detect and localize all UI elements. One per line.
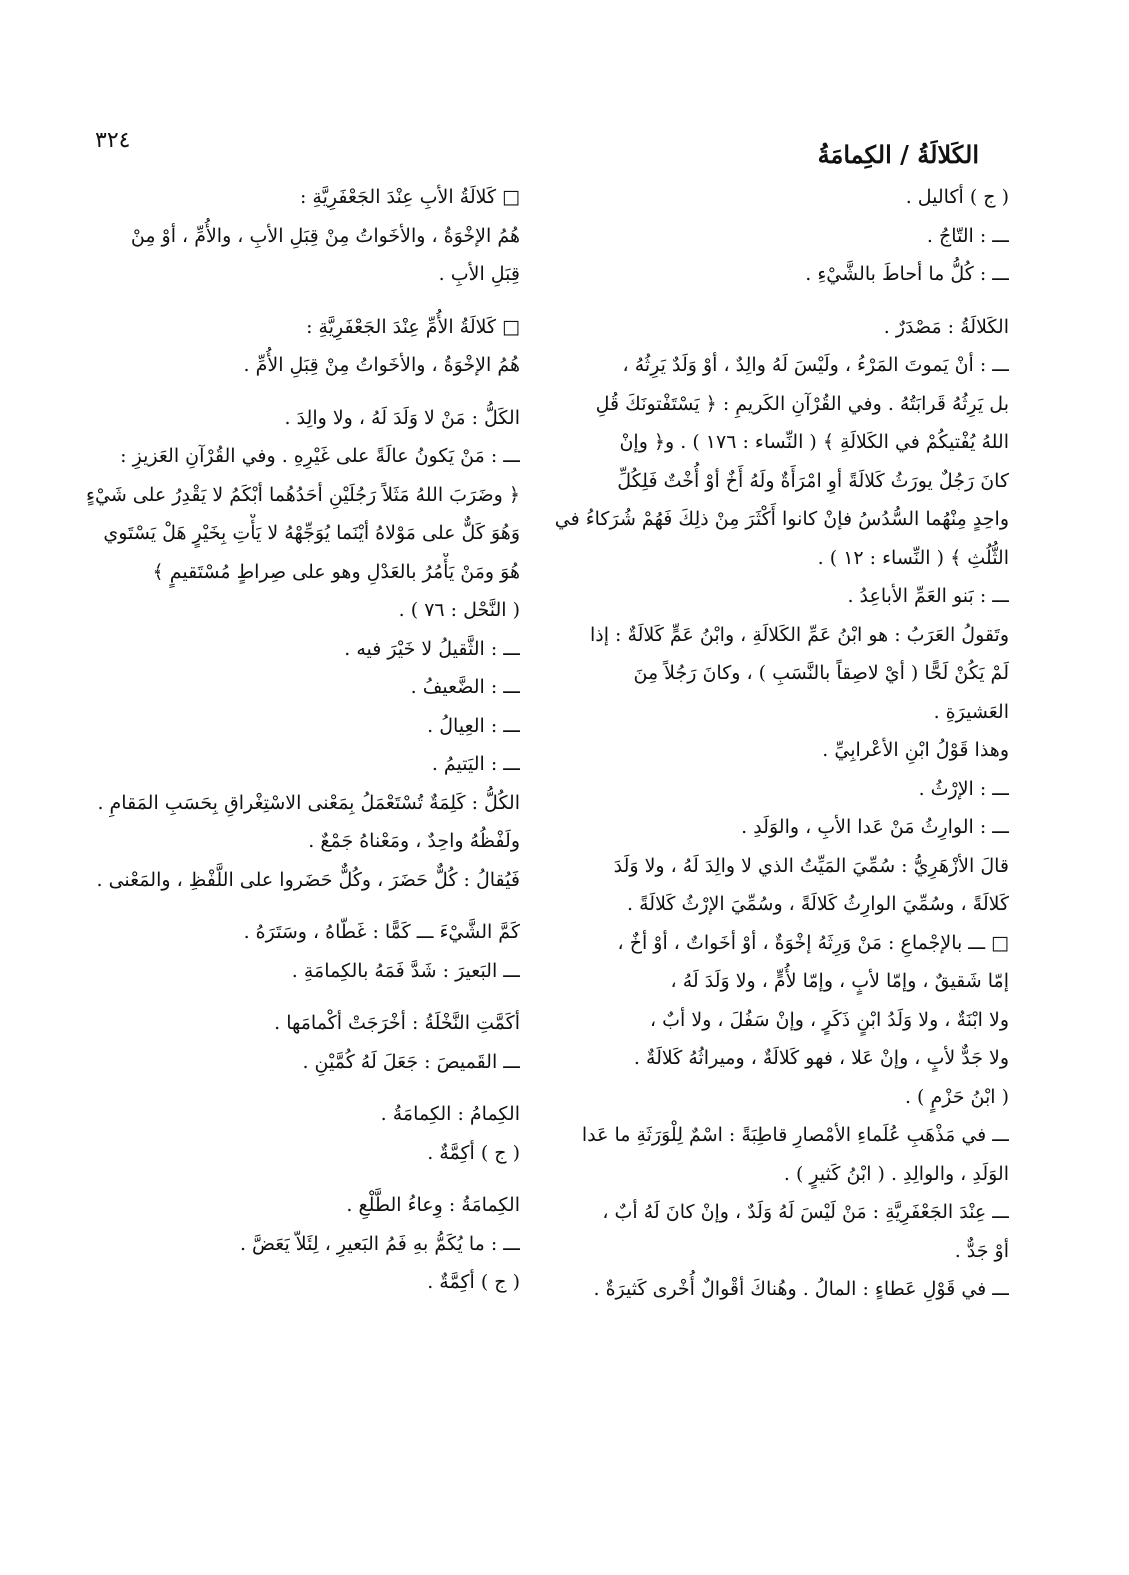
text-line: واحِدٍ مِنْهُما السُّدُسُ فإنْ كانوا أَكْثَرَ مِنْ ذلِكَ فَهُمْ شُرَكاءُ في bbox=[554, 508, 1009, 530]
text-line: قالَ الأزْهَرِيُّ : سُمِّيَ المَيِّتُ الذي لا والِدَ لَهُ ، ولا وَلَدَ bbox=[613, 854, 1009, 877]
entry-gap bbox=[554, 294, 1009, 308]
text-line: كَلالَةً ، وسُمِّيَ الوارِثُ كَلالَةً ، وسُمِّيَ الإرْثُ كَلالَةً . bbox=[627, 893, 1009, 915]
text-line: الكَلُّ : مَنْ لا وَلَدَ لَهُ ، ولا والِدَ . bbox=[284, 406, 520, 429]
text-line: ـــ البَعيرَ : شَدَّ فَمَهُ بالكِمامَةِ . bbox=[291, 959, 520, 982]
text-line: الكِمامُ : الكِمامَةُ . bbox=[380, 1103, 520, 1125]
text-line: ـــ القَميصَ : جَعَلَ لَهُ كُمَّيْنِ . bbox=[302, 1050, 520, 1073]
text-line: ـــ : التّاجُ . bbox=[926, 224, 1009, 247]
text-line: اللهُ يُفْتيكُمْ في الكَلالَةِ ﴾ ( النِّساء : ١٧٦ ) . و﴿ وإنْ bbox=[619, 431, 1009, 453]
left-column bbox=[62, 178, 520, 1302]
text-line: ـــ : الوارِثُ مَنْ عَدا الأبِ ، والوَلَدِ . bbox=[741, 816, 1009, 838]
text-line: الكُلُّ : كَلِمَةٌ تُسْتَعْمَلُ بِمَعْنى الاسْتِغْراقِ بِحَسَبِ المَقامِ . bbox=[97, 791, 520, 814]
text-line: ﴿ وضَرَبَ اللهُ مَثَلاً رَجُلَيْنِ أحَدُهُما أبْكَمُ لا يَقْدِرُ على شَيْءٍ bbox=[86, 483, 520, 506]
text-line: ـــ : الثَّقيلُ لا خَيْرَ فيه . bbox=[344, 637, 520, 660]
text-line: العَشيرَةِ . bbox=[933, 700, 1009, 723]
text-line: ـــ : أنْ يَموتَ المَرْءُ ، ولَيْسَ لَهُ والِدٌ ، أوْ وَلَدٌ يَرِثُهُ ، bbox=[622, 354, 1009, 376]
text-line: ـــ : الضَّعيفُ . bbox=[410, 676, 520, 698]
text-line: هُوَ ومَنْ يَأْمُرُ بالعَدْلِ وهو على صِراطٍ مُسْتَقيمٍ ﴾ bbox=[152, 560, 520, 583]
text-line: ( النَّحْل : ٧٦ ) . bbox=[398, 599, 520, 621]
text-line: الوَلَدِ ، والوالِدِ . ( ابْنُ كَثيرٍ ) . bbox=[783, 1162, 1009, 1185]
text-line: ـــ في مَذْهَبِ عُلَماءِ الأمْصارِ قاطِبَةً : اسْمٌ لِلْوَرَثَةِ ما عَدا bbox=[581, 1124, 1009, 1146]
text-line: ( ج ) أكاليل . bbox=[905, 186, 1009, 208]
text-line: ـــ : مَنْ يَكونُ عالَةً على غَيْرِهِ . وفي القُرْآنِ العَزيزِ : bbox=[120, 445, 520, 467]
text-line: كانَ رَجُلٌ يورَثُ كَلالَةً أوِ امْرَأَةٌ ولَهُ أَخٌ أوْ أُخْتٌ فَلِكُلِّ bbox=[617, 469, 1009, 492]
text-line: قِبَلِ الأبِ . bbox=[438, 263, 520, 285]
text-line: أكَمَّتِ النَّخْلَةُ : أخْرَجَتْ أكْمامَها . bbox=[274, 1012, 520, 1034]
text-line: ولَفْظُهُ واحِدٌ ، ومَعْناهُ جَمْعٌ . bbox=[308, 830, 520, 852]
entry-gap bbox=[62, 385, 520, 399]
text-line: هُمُ الإخْوَةُ ، والأخَواتُ مِنْ قِبَلِ الأبِ ، والأُمِّ ، أوْ مِنْ bbox=[130, 224, 520, 247]
text-line: ـــ : بَنو العَمِّ الأباعِدُ . bbox=[847, 585, 1009, 607]
text-line: ـــ : اليَتيمُ . bbox=[431, 753, 520, 775]
text-line: الكِمامَةُ : وِعاءُ الطَّلْعِ . bbox=[346, 1194, 520, 1216]
text-line: وهذا قَوْلُ ابْنِ الأعْرابِيِّ . bbox=[822, 739, 1009, 761]
text-line: ـــ : العِيالُ . bbox=[427, 714, 520, 737]
entry-gap bbox=[62, 990, 520, 1004]
right-column bbox=[554, 178, 1009, 1309]
text-line: ( ج ) أكِمَّةٌ . bbox=[427, 1141, 520, 1164]
text-line: ولا جَدٌّ لأبٍ ، وإنْ عَلا ، فهو كَلالَةٌ ، وميراثُهُ كَلالَةٌ . bbox=[633, 1047, 1009, 1069]
text-line: فَيُقالُ : كُلٌّ حَضَرَ ، وكُلٌّ حَضَروا على اللَّفْظِ ، والمَعْنى . bbox=[96, 868, 520, 891]
entry-gap bbox=[62, 899, 520, 913]
text-line: وتَقولُ العَرَبُ : هو ابْنُ عَمِّ الكَلالَةِ ، وابْنُ عَمٍّ كَلالَةٌ : إذا bbox=[590, 623, 1009, 646]
text-line: ( ابْنُ حَزْمٍ ) . bbox=[904, 1085, 1009, 1108]
text-line: أوْ جَدٌّ . bbox=[954, 1239, 1009, 1262]
running-head: الكَلالَةُ / الكِمامَةُ bbox=[817, 140, 979, 169]
text-line: ولا ابْنَةٌ ، ولا وَلَدُ ابْنٍ ذَكَرٍ ، وإنْ سَفُلَ ، ولا أبٌ ، bbox=[649, 1008, 1009, 1031]
text-line: الثُّلُثِ ﴾ ( النِّساء : ١٢ ) . bbox=[817, 546, 1009, 569]
entry-gap bbox=[62, 1081, 520, 1095]
text-line: بل يَرِثُهُ قَرابَتُهُ . وفي القُرْآنِ الكَريمِ : ﴿ يَسْتَفْتونَكَ قُلِ bbox=[595, 392, 1009, 415]
text-line: وَهُوَ كَلٌّ على مَوْلاهُ أيْنَما يُوَجِّهْهُ لا يَأْتِ بِخَيْرٍ هَلْ يَسْتَوي bbox=[103, 522, 520, 544]
text-line: ـــ في قَوْلِ عَطاءٍ : المالُ . وهُناكَ أقْوالٌ أُخْرى كَثيرَةٌ . bbox=[593, 1278, 1009, 1300]
text-line: ـــ : الإرْثُ . bbox=[918, 777, 1009, 800]
text-line: هُمُ الإخْوَةُ ، والأخَواتُ مِنْ قِبَلِ الأُمِّ . bbox=[243, 354, 520, 376]
text-line: ـــ عِنْدَ الجَعْفَرِيَّةِ : مَنْ لَيْسَ لَهُ وَلَدٌ ، وإنْ كانَ لَهُ أبٌ ، bbox=[602, 1201, 1009, 1223]
text-line: ( ج ) أكِمَّةٌ . bbox=[427, 1271, 520, 1293]
text-line: □ كَلالَةُ الأُمِّ عِنْدَ الجَعْفَرِيَّةِ : bbox=[306, 315, 520, 338]
page-number: ٣٢٤ bbox=[95, 128, 131, 153]
text-line: الكَلالَةُ : مَصْدَرٌ . bbox=[883, 315, 1009, 338]
text-line: لَمْ يَكُنْ لَحًّا ( أيْ لاصِقاً بالنَّسَبِ ) ، وكانَ رَجُلاً مِنَ bbox=[633, 662, 1009, 684]
text-line: كَمَّ الشَّيْءَ ـــ كَمًّا : غَطّاهُ ، وسَتَرَهُ . bbox=[243, 921, 520, 943]
text-line: ـــ : كُلُّ ما أحاطَ بالشَّيْءِ . bbox=[805, 263, 1009, 285]
entry-gap bbox=[62, 294, 520, 308]
entry-gap bbox=[62, 1172, 520, 1186]
text-line: □ ـــ بالإجْماعِ : مَنْ وَرِثَهُ إخْوَةٌ ، أوْ أخَواتٌ ، أوْ أخٌ ، bbox=[617, 931, 1009, 954]
text-line: إمّا شَقيقٌ ، وإمّا لأبٍ ، وإمّا لأُمٍّ ، ولا وَلَدَ لَهُ ، bbox=[670, 970, 1009, 992]
text-line: □ كَلالَةُ الأبِ عِنْدَ الجَعْفَرِيَّةِ : bbox=[299, 186, 520, 208]
text-line: ـــ : ما يُكَمُّ بهِ فَمُ البَعيرِ ، لِئَلاّ يَعَضَّ . bbox=[239, 1232, 520, 1255]
